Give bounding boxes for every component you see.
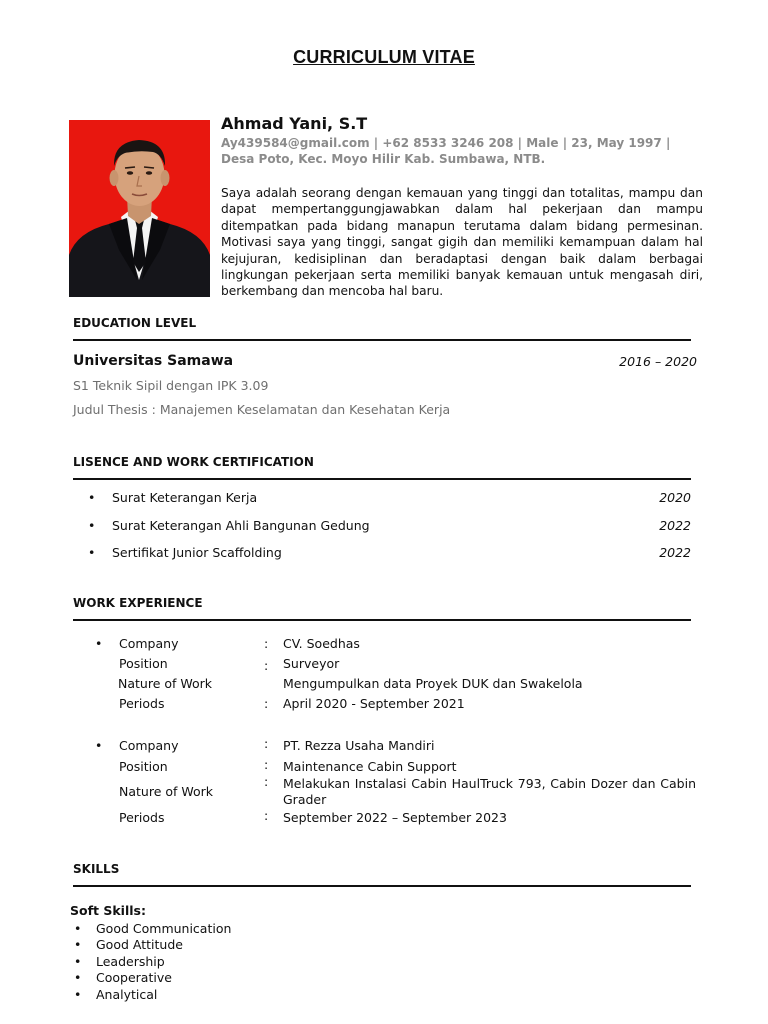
certification-name: Surat Keterangan Ahli Bangunan Gedung [112,518,370,533]
colon-separator: : [264,736,269,751]
job-position-label: Position [119,656,168,671]
job-periods-label: Periods [119,696,165,711]
education-school: Universitas Samawa [73,353,234,369]
certification-name: Surat Keterangan Kerja [112,490,258,505]
certification-heading: LISENCE AND WORK CERTIFICATION [73,455,691,480]
job-nature: Mengumpulkan data Proyek DUK dan Swakelola [283,676,583,691]
bullet-icon: • [74,970,82,985]
job-nature-label: Nature of Work [118,676,213,691]
colon-separator: : [264,636,269,651]
job-company: CV. Soedhas [283,636,360,651]
applicant-name: Ahmad Yani, S.T [221,114,368,133]
colon-separator: : [264,658,269,673]
skill-label: Good Communication [96,921,232,936]
certification-item [88,518,691,538]
job-company-label: Company [119,636,179,651]
skill-label: Analytical [96,987,158,1002]
certification-year: 2020 [659,490,691,505]
certification-name: Sertifikat Junior Scaffolding [112,545,282,560]
education-heading: EDUCATION LEVEL [73,316,691,341]
bullet-icon: • [88,490,96,505]
job-company: PT. Rezza Usaha Mandiri [283,738,435,753]
certification-year: 2022 [659,545,691,560]
job-nature: Melakukan Instalasi Cabin HaulTruck 793, Cabin Dozer dan Cabin Grader [283,776,696,807]
bullet-icon: • [95,636,103,651]
job-periods: April 2020 - September 2021 [283,696,465,711]
skill-label: Leadership [96,954,165,969]
work-heading: WORK EXPERIENCE [73,596,691,621]
colon-separator: : [264,757,269,772]
skills-heading: SKILLS [73,862,691,887]
colon-separator: : [264,696,269,711]
profile-photo [69,120,210,297]
colon-separator: : [264,808,269,823]
contact-info: Ay439584@gmail.com | +62 8533 3246 208 | Male | 23, May 1997 | Desa Poto, Kec. Moyo Hilir Kab. Sumbawa, NTB. [221,136,671,166]
bullet-icon: • [74,954,82,969]
education-years: 2016 – 2020 [619,354,697,369]
bullet-icon: • [74,987,82,1002]
job-periods-label: Periods [119,810,165,825]
soft-skills-title: Soft Skills: [70,903,146,918]
job-position: Maintenance Cabin Support [283,759,457,774]
portrait-illustration [69,120,210,297]
skill-label: Good Attitude [96,937,183,952]
page-title: CURRICULUM VITAE [293,47,475,67]
job-periods: September 2022 – September 2023 [283,810,507,825]
certification-item [88,490,691,510]
profile-summary: Saya adalah seorang dengan kemauan yang tinggi dan totalitas, mampu dan dapat mempertanggungjawabkan dalam hal pekerjaan dan mampu ditempatkan pada bidang manapun terutama dalam bidang permesinan. Motivasi saya yang tinggi, sangat gigih dan memiliki kemampuan dalam hal kejujuran, kedisiplinan dan beradaptasi dengan baik dalam berbagai lingkungan pekerjaan serta memiliki banyak kemauan untuk mengasah diri, berkembang dan mencoba hal baru. [221,186,703,299]
job-position: Surveyor [283,656,340,671]
bullet-icon: • [74,937,82,952]
bullet-icon: • [88,545,96,560]
job-position-label: Position [119,759,168,774]
skill-label: Cooperative [96,970,172,985]
job-nature-label: Nature of Work [119,784,214,799]
bullet-icon: • [74,921,82,936]
bullet-icon: • [95,738,103,753]
certification-item [88,545,691,565]
education-degree: S1 Teknik Sipil dengan IPK 3.09 [73,378,269,393]
education-thesis: Judul Thesis : Manajemen Keselamatan dan Kesehatan Kerja [73,402,451,417]
colon-separator: : [264,774,269,789]
job-company-label: Company [119,738,179,753]
certification-year: 2022 [659,518,691,533]
bullet-icon: • [88,518,96,533]
